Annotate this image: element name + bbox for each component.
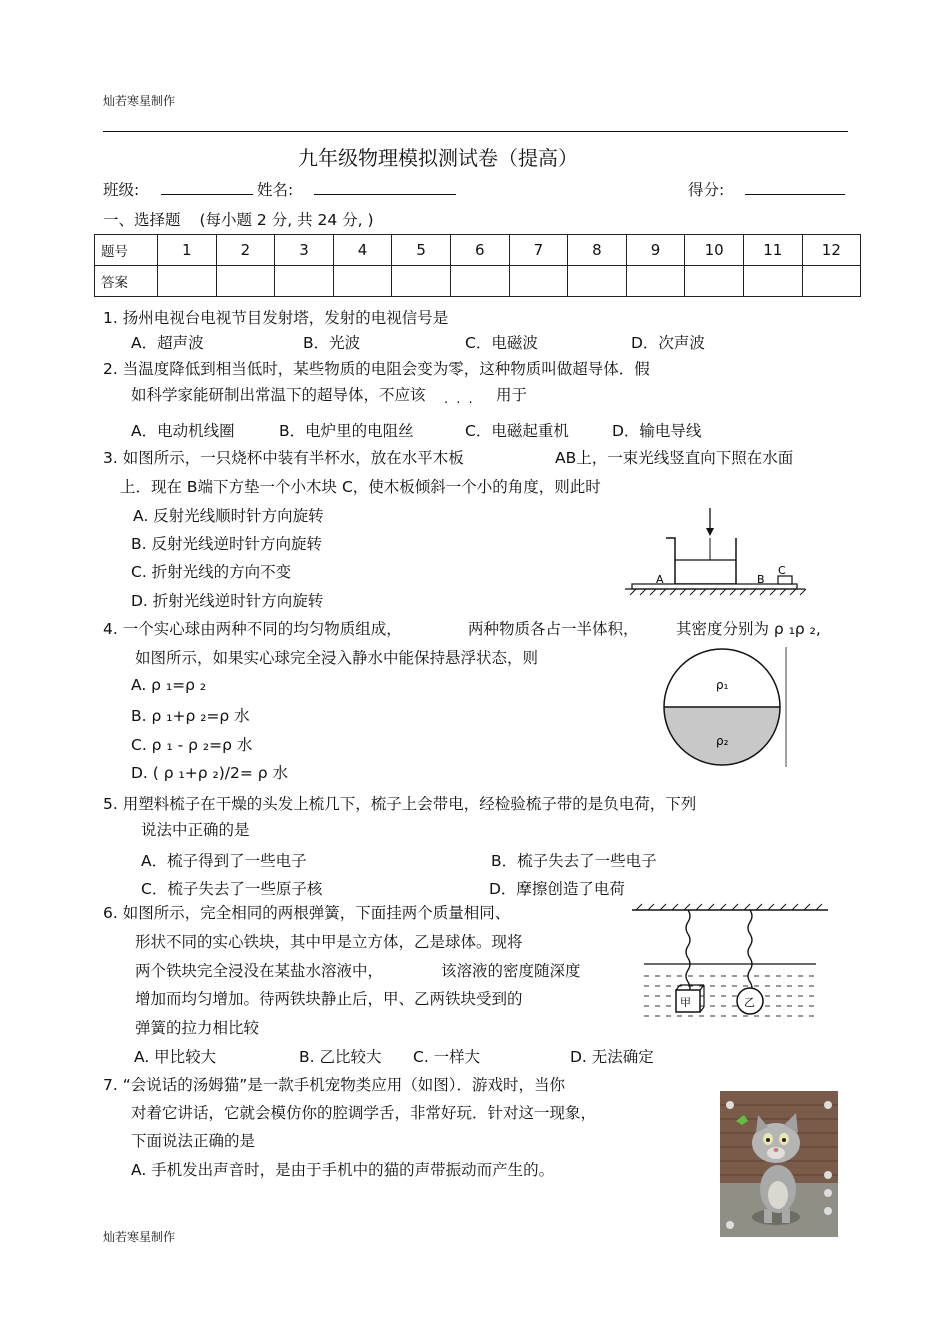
q7-stem-line1: 7. “会说话的汤姆猫”是一款手机宠物类应用（如图）．游戏时，当你 (103, 1076, 566, 1094)
q3-stem-line2: 上．现在 B端下方垫一个小木块 C，使木板倾斜一个小的角度，则此时 (120, 478, 601, 496)
q6-stem-line1: 6. 如图所示，完全相同的两根弹簧，下面挂两个质量相同、 (103, 904, 511, 922)
q3-stem-line1: 3. 如图所示，一只烧杯中装有半杯水，放在水平木板 (103, 449, 464, 467)
q6-stem-line4: 增加而均匀增加。待两铁块静止后，甲、乙两铁块受到的 (135, 990, 523, 1008)
q2-stem-line2b: 用于 (496, 386, 528, 404)
answer-cell[interactable] (802, 266, 861, 297)
talking-tom-cat-image (720, 1091, 838, 1237)
q6-stem-line3: 两个铁块完全浸没在某盐水溶液中， (135, 962, 384, 980)
q5-stem-line1: 5. 用塑料梳子在干燥的头发上梳几下，梳子上会带电，经检验梳子带的是负电荷，下列 (103, 795, 697, 813)
q5-option-c: C．梳子失去了一些原子核 (141, 880, 323, 898)
q1-option-c: C．电磁波 (465, 334, 538, 352)
q5-stem-line2: 说法中正确的是 (141, 821, 250, 839)
q3-label-c: C (778, 564, 786, 577)
q4-option-d: D. ( ρ ₁+ρ ₂)/2= ρ 水 (131, 764, 289, 782)
q5-option-a: A．梳子得到了一些电子 (141, 852, 307, 870)
page-title: 九年级物理模拟测试卷（提高） (298, 146, 578, 170)
table-cell: 1 (158, 235, 217, 266)
table-cell: 4 (333, 235, 392, 266)
q5-option-d: D．摩擦创造了电荷 (489, 880, 625, 898)
q4-sphere-figure (660, 645, 790, 769)
q3-option-b: B. 反射光线逆时针方向旋转 (131, 535, 322, 553)
table-cell: 5 (392, 235, 451, 266)
answer-cell[interactable] (333, 266, 392, 297)
q2-stem-line2: 如科学家能研制出常温下的超导体，不应该 (131, 386, 426, 404)
q2-stem-line1: 2. 当温度降低到相当低时，某些物质的电阻会变为零，这种物质叫做超导体．假 (103, 360, 650, 378)
table-cell: 7 (509, 235, 568, 266)
row-label-answer: 答案 (95, 266, 158, 297)
q4-option-c: C. ρ ₁ - ρ ₂=ρ 水 (131, 736, 253, 754)
section-title: 一、选择题 (103, 211, 181, 229)
q7-stem-line3: 下面说法正确的是 (131, 1132, 256, 1150)
q3-option-d: D. 折射光线逆时针方向旋转 (131, 592, 324, 610)
name-field[interactable] (314, 180, 456, 195)
q4-stem-line1: 4. 一个实心球由两种不同的均匀物质组成， (103, 620, 402, 638)
score-field[interactable] (745, 180, 845, 195)
section-heading (103, 208, 374, 230)
q4-stem-line1c: 其密度分别为 ρ ₁ρ ₂, (676, 620, 821, 638)
q2-option-b: B．电炉里的电阻丝 (279, 422, 414, 440)
row-label-number: 题号 (95, 235, 158, 266)
name-label: 姓名: (257, 181, 294, 199)
q4-stem-line1b: 两种物质各占一半体积， (468, 620, 639, 638)
footer-maker: 灿若寒星制作 (103, 1230, 176, 1244)
q7-option-a: A. 手机发出声音时，是由于手机中的猫的声带振动而产生的。 (131, 1161, 555, 1179)
q6-springs-figure (630, 898, 830, 1028)
table-cell: 12 (802, 235, 861, 266)
q4-label-rho1: ρ₁ (716, 678, 729, 692)
q1-option-b: B．光波 (303, 334, 361, 352)
q6-label-jia: 甲 (680, 996, 691, 1009)
q6-stem-line2: 形状不同的实心铁块，其中甲是立方体，乙是球体。现将 (135, 933, 523, 951)
answer-cell[interactable] (392, 266, 451, 297)
answer-cell[interactable] (743, 266, 802, 297)
class-field[interactable] (161, 180, 253, 195)
q4-stem-line2: 如图所示，如果实心球完全浸入静水中能保持悬浮状态，则 (135, 649, 539, 667)
table-cell: 3 (275, 235, 334, 266)
answer-cell[interactable] (158, 266, 217, 297)
table-cell: 10 (685, 235, 744, 266)
q1-stem: 1. 扬州电视台电视节目发射塔，发射的电视信号是 (103, 309, 449, 327)
q6-option-c: C. 一样大 (413, 1048, 481, 1066)
answer-cell[interactable] (626, 266, 685, 297)
q6-option-d: D. 无法确定 (570, 1048, 654, 1066)
answer-cell[interactable] (568, 266, 627, 297)
q3-option-c: C. 折射光线的方向不变 (131, 563, 292, 581)
table-cell: 9 (626, 235, 685, 266)
answer-cell[interactable] (685, 266, 744, 297)
q1-option-a: A．超声波 (131, 334, 204, 352)
table-row (95, 235, 861, 266)
q4-option-b: B. ρ ₁+ρ ₂=ρ 水 (131, 707, 250, 725)
score-label: 得分: (688, 181, 725, 199)
header-rule (103, 131, 848, 132)
q7-stem-line2: 对着它讲话，它就会模仿你的腔调学舌，非常好玩．针对这一现象， (131, 1104, 597, 1122)
q2-option-a: A．电动机线圈 (131, 422, 235, 440)
q6-stem-line5: 弹簧的拉力相比较 (135, 1019, 260, 1037)
q3-stem-line1b: AB上，一束光线竖直向下照在水面 (555, 449, 794, 467)
section-note: (每小题 2 分, 共 24 分, ) (199, 211, 374, 229)
q3-label-b: B (757, 573, 765, 586)
header-maker: 灿若寒星制作 (103, 94, 176, 108)
table-cell: 2 (216, 235, 275, 266)
q6-label-yi: 乙 (744, 996, 755, 1009)
table-row (95, 266, 861, 297)
q2-option-d: D．输电导线 (612, 422, 702, 440)
q4-option-a: A. ρ ₁=ρ ₂ (131, 676, 207, 694)
q5-option-b: B．梳子失去了一些电子 (491, 852, 657, 870)
answer-cell[interactable] (450, 266, 509, 297)
table-cell: 8 (568, 235, 627, 266)
q2-emphasis-dots: . . . (444, 392, 475, 407)
answer-table (94, 234, 861, 297)
q6-stem-line3b: 该溶液的密度随深度 (441, 962, 581, 980)
q3-label-a: A (656, 573, 664, 586)
q1-option-d: D．次声波 (631, 334, 705, 352)
answer-cell[interactable] (509, 266, 568, 297)
answer-cell[interactable] (275, 266, 334, 297)
q3-option-a: A. 反射光线顺时针方向旋转 (133, 507, 324, 525)
q2-option-c: C．电磁起重机 (465, 422, 569, 440)
q6-option-a: A. 甲比较大 (134, 1048, 217, 1066)
table-cell: 6 (450, 235, 509, 266)
answer-cell[interactable] (216, 266, 275, 297)
table-cell: 11 (743, 235, 802, 266)
class-label: 班级: (103, 181, 140, 199)
q6-option-b: B. 乙比较大 (299, 1048, 382, 1066)
q4-label-rho2: ρ₂ (716, 734, 729, 748)
q3-beaker-figure (620, 500, 820, 606)
